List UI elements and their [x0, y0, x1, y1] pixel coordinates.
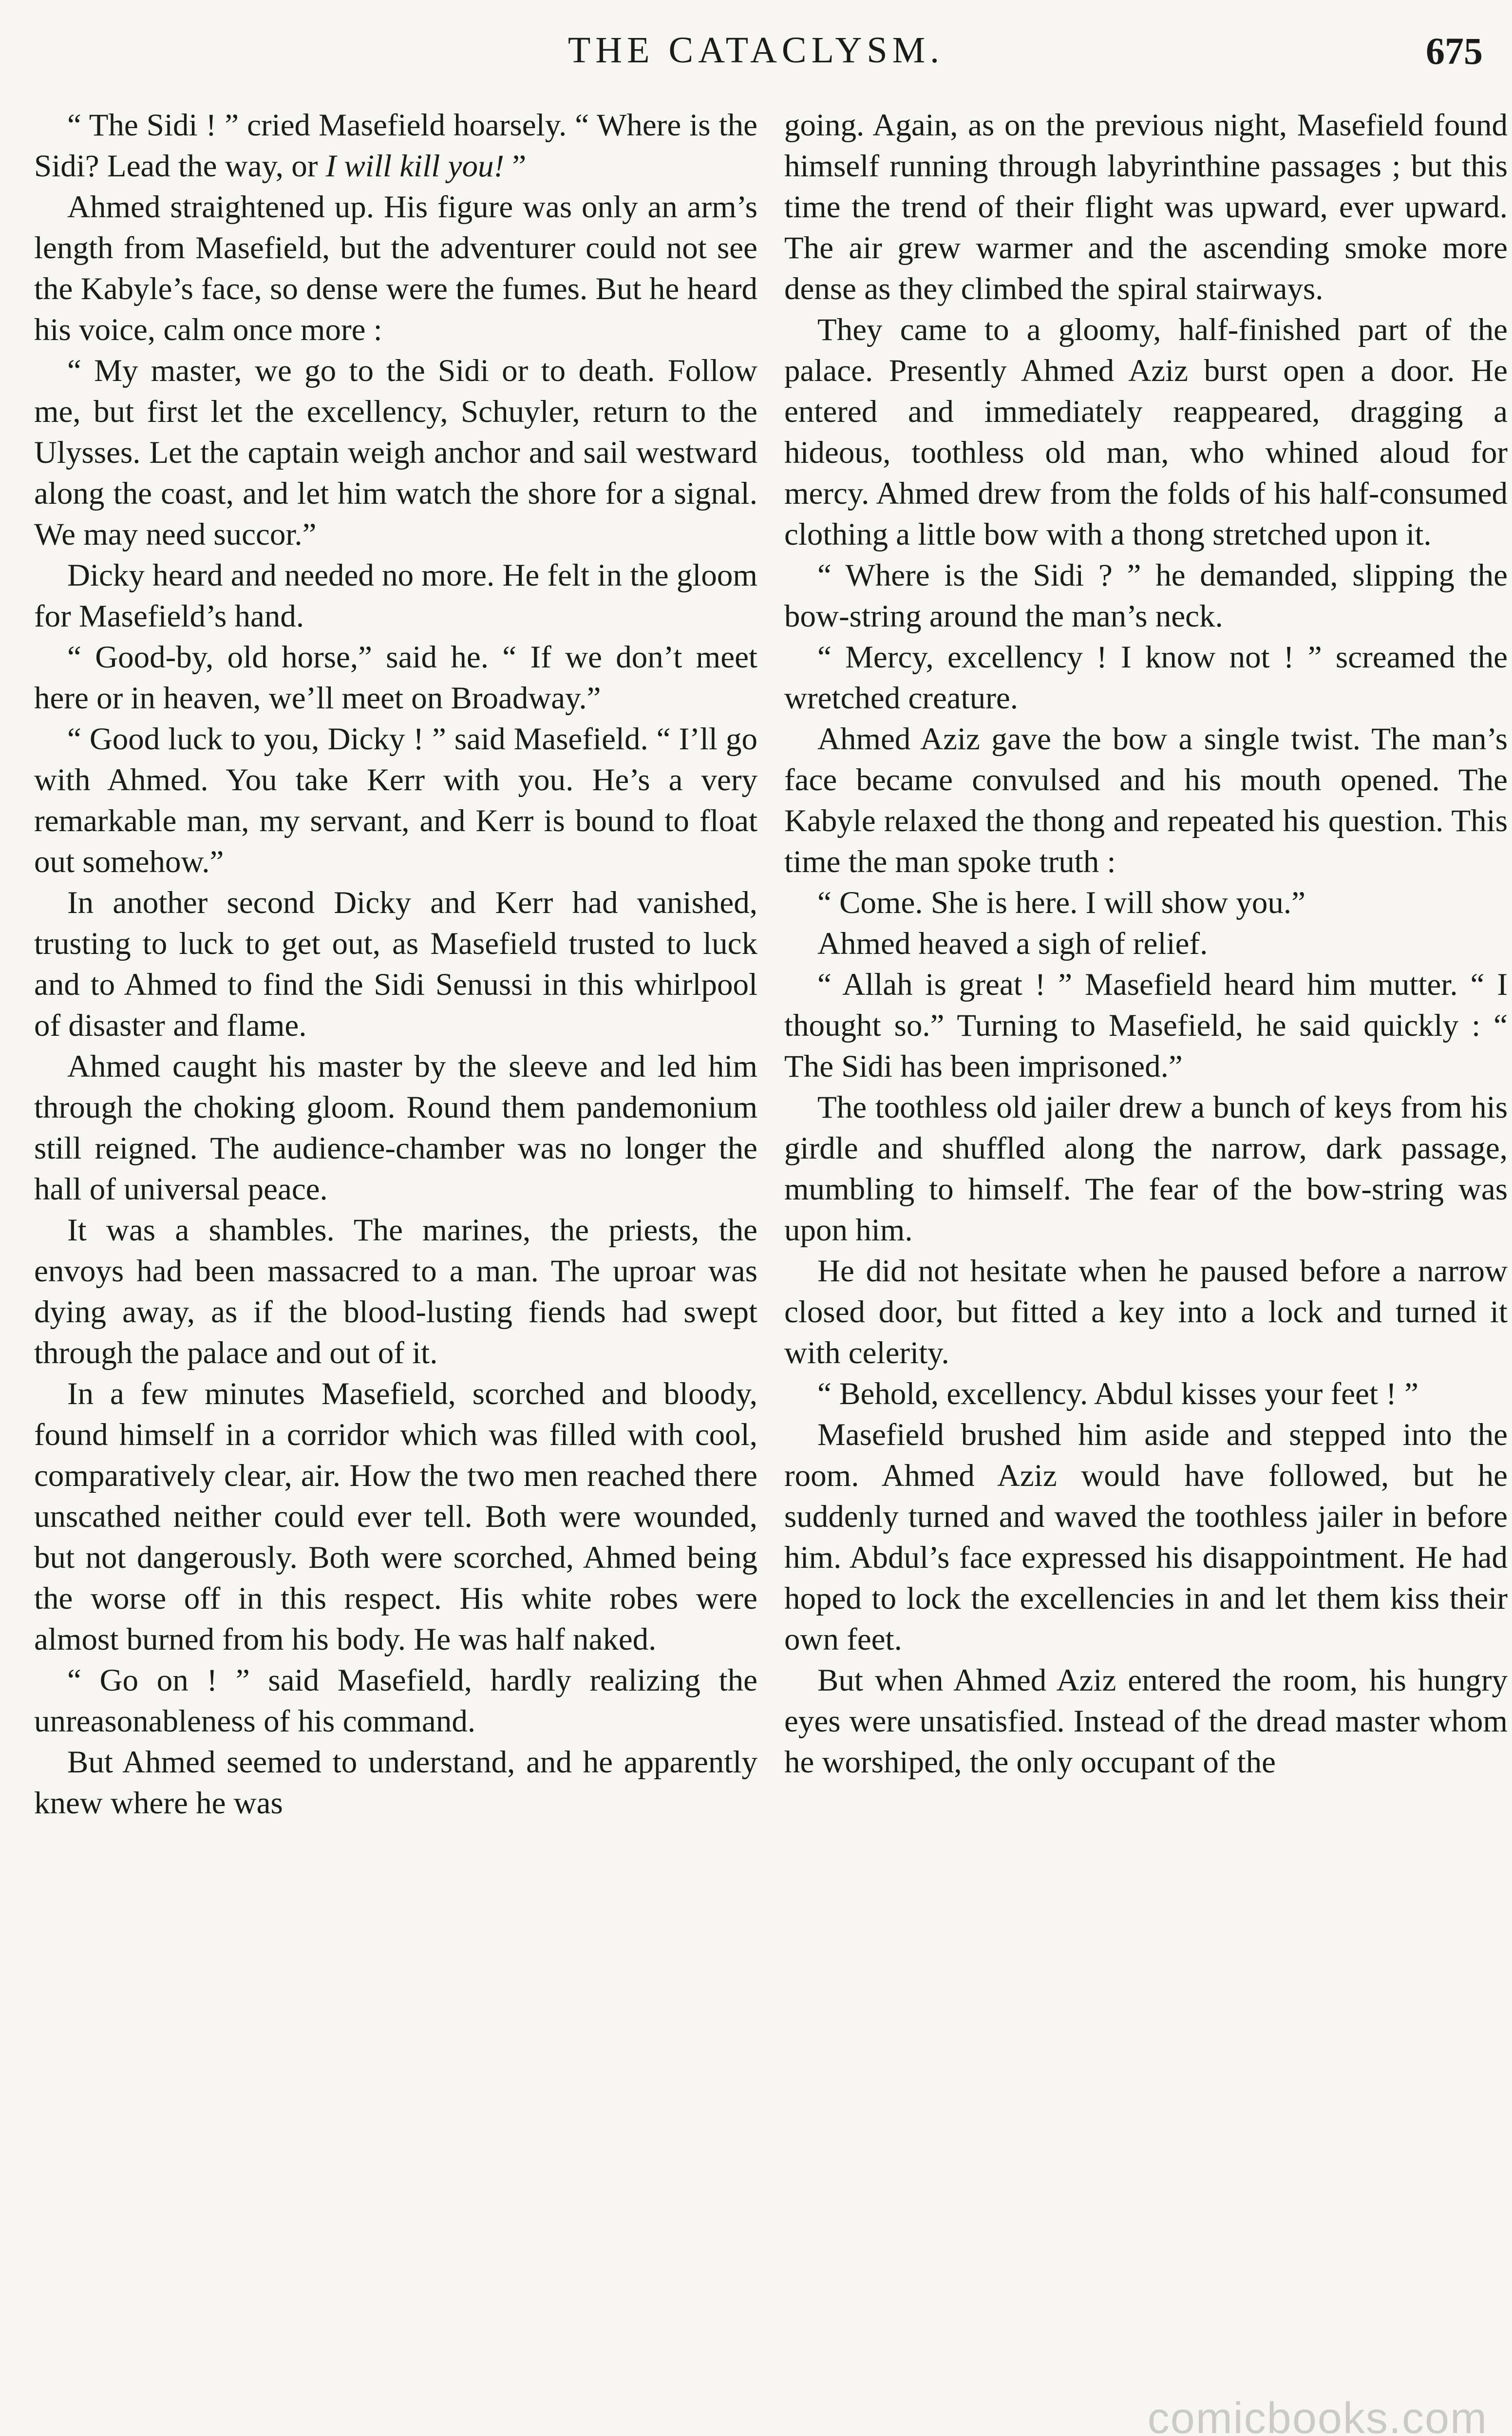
- paragraph: “ My master, we go to the Sidi or to death. Follow me, but first let the excellency, Schuyler, return to the Ulysses. Let the captain weigh anchor and sail westward along the coast, and let him watch the shore for a signal. We may need succor.”: [34, 353, 757, 552]
- watermark: comicbooks.com: [1147, 2394, 1488, 2436]
- paragraph: “ Mercy, excellency ! I know not ! ” screamed the wretched creature.: [784, 640, 1508, 716]
- page-number: 675: [1426, 30, 1483, 72]
- paragraph: Ahmed Aziz gave the bow a single twist. The man’s face became convulsed and his mouth opened. The Kabyle relaxed the thong and repeated his question. This time the man spoke truth :: [784, 722, 1508, 879]
- paragraph: “ Good-by, old horse,” said he. “ If we don’t meet here or in heaven, we’ll meet on Broadway.”: [34, 640, 757, 716]
- paragraph: Ahmed caught his master by the sleeve and led him through the choking gloom. Round them pandemonium still reigned. The audience-chamber was no longer the hall of universal peace.: [34, 1049, 757, 1207]
- paragraph: The toothless old jailer drew a bunch of keys from his girdle and shuffled along the narrow, dark passage, mumbling to himself. The fear of the bow-string was upon him.: [784, 1090, 1508, 1248]
- paragraph: “ Behold, excellency. Abdul kisses your feet ! ”: [817, 1376, 1419, 1411]
- running-title: THE CATACLYSM.: [567, 30, 945, 71]
- paragraph: Ahmed straightened up. His figure was only an arm’s length from Masefield, but the adventurer could not see the Kabyle’s face, so dense were the fumes. But he heard his voice, calm once more :: [34, 190, 757, 347]
- paragraph: “ Allah is great ! ” Masefield heard him mutter. “ I thought so.” Turning to Masefield, he said quickly : “ The Sidi has been imprisoned.”: [784, 967, 1508, 1084]
- paragraph: Dicky heard and needed no more. He felt in the gloom for Masefield’s hand.: [34, 558, 757, 634]
- paragraph: It was a shambles. The marines, the priests, the envoys had been massacred to a man. The uproar was dying away, as if the blood-lusting fiends had swept through the palace and out of it.: [34, 1213, 757, 1370]
- left-column: [34, 105, 757, 1824]
- paragraph: In a few minutes Masefield, scorched and bloody, found himself in a corridor which was filled with cool, comparatively clear, air. How the two men reached there unscathed neither could ever tell. Both were wounded, but not dangerously. Both were scorched, Ahmed being the worse off in this respect. His white robes were almost burned from his body. He was half naked.: [34, 1376, 757, 1657]
- paragraph: But when Ahmed Aziz entered the room, his hungry eyes were unsatisfied. Instead of the dread master whom he worshiped, the only occupant of the: [784, 1663, 1508, 1780]
- paragraph: Ahmed heaved a sigh of relief.: [817, 926, 1208, 961]
- paragraph: They came to a gloomy, half-finished part of the palace. Presently Ahmed Aziz burst open a door. He entered and immediately reappeared, dragging a hideous, toothless old man, who whined aloud for mercy. Ahmed drew from the folds of his half-consumed clothing a little bow with a thong stretched upon it.: [784, 312, 1508, 552]
- paragraph: Masefield brushed him aside and stepped into the room. Ahmed Aziz would have followed, but he suddenly turned and waved the toothless jailer in before him. Abdul’s face expressed his disappointment. He had hoped to lock the excellencies in and let them kiss their own feet.: [784, 1417, 1508, 1657]
- paragraph-continued: going. Again, as on the previous night, Masefield found himself running through labyrinthine passages ; but this time the trend of their flight was upward, ever upward. The air grew warmer and the ascending smoke more dense as they climbed the spiral stairways.: [784, 108, 1508, 306]
- page-header: [0, 19, 1512, 93]
- paragraph: “ Good luck to you, Dicky ! ” said Masefield. “ I’ll go with Ahmed. You take Kerr with you. He’s a very remarkable man, my servant, and Kerr is bound to float out somehow.”: [34, 722, 757, 879]
- paragraph: “ Come. She is here. I will show you.”: [817, 885, 1305, 920]
- paragraph: He did not hesitate when he paused before a narrow closed door, but fitted a key into a lock and turned it with celerity.: [784, 1254, 1508, 1370]
- paragraph: “ Go on ! ” said Masefield, hardly realizing the unreasonableness of his command.: [34, 1663, 757, 1739]
- paragraph: In another second Dicky and Kerr had vanished, trusting to luck to get out, as Masefield trusted to luck and to Ahmed to find the Sidi Senussi in this whirlpool of disaster and flame.: [34, 885, 757, 1043]
- paragraph: But Ahmed seemed to understand, and he apparently knew where he was: [34, 1745, 757, 1821]
- right-column: [784, 105, 1508, 1783]
- paragraph: “ Where is the Sidi ? ” he demanded, slipping the bow-string around the man’s neck.: [784, 558, 1508, 634]
- paragraph: “ The Sidi ! ” cried Masefield hoarsely. “ Where is the Sidi? Lead the way, or I will kill you! ”: [34, 108, 757, 184]
